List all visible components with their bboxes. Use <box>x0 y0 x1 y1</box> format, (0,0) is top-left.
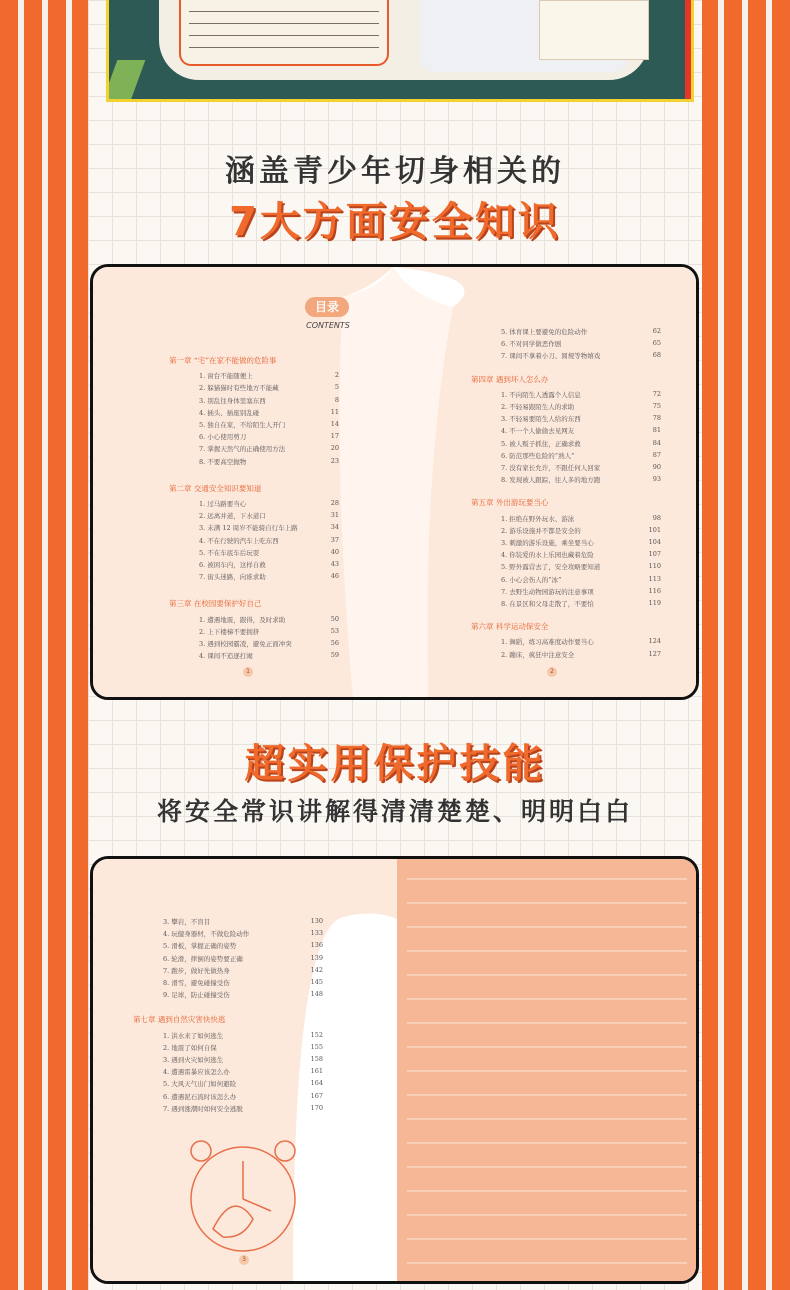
toc-item-page: 101 <box>648 525 661 534</box>
toc-item-title: 7. 没有家长允许，不跟任何人回家 <box>501 464 601 472</box>
toc-item[interactable] <box>501 451 661 460</box>
toc-item-page: 31 <box>330 511 339 520</box>
toc-item[interactable] <box>163 990 323 999</box>
book-text-lines <box>189 4 379 56</box>
toc-item-title: 7. 去野生动物园游玩的注意事项 <box>501 587 594 596</box>
toc-item[interactable] <box>199 536 339 545</box>
toc-item[interactable] <box>501 351 661 360</box>
toc-item-title: 2. 远离并道，下水道口 <box>199 512 266 521</box>
toc-item-title: 3. 别乱往身体里塞东西 <box>199 396 266 405</box>
toc-item[interactable] <box>163 1067 323 1076</box>
toc-item-title: 3. 未满 12 周岁不能骑自行车上路 <box>199 524 298 533</box>
toc-item-title: 5. 滑板，掌握正确的姿势 <box>163 942 237 951</box>
page-number-third: 3 <box>239 1255 249 1265</box>
toc-item-page: 43 <box>330 560 339 568</box>
toc-chapter-heading: 第三章 在校园要保护好自己 <box>169 599 262 609</box>
toc-item-page: 62 <box>652 327 661 335</box>
toc-chapter-heading: 第五章 外出游玩要当心 <box>471 498 549 508</box>
toc-item[interactable] <box>163 1031 323 1040</box>
book-photo <box>106 0 694 102</box>
toc-card-1 <box>90 264 699 700</box>
toc-item[interactable] <box>199 408 339 417</box>
toc-item[interactable] <box>199 457 339 466</box>
toc-item-title: 1. 遭遇地震，跟得，及时求助 <box>199 615 286 624</box>
toc-item-page: 139 <box>310 953 323 962</box>
toc-item-title: 1. 不向陌生人透露个人信息 <box>501 390 581 399</box>
toc-item-page: 68 <box>652 351 661 360</box>
toc-item[interactable] <box>501 514 661 523</box>
toc-item-page: 170 <box>310 1103 323 1112</box>
toc-item-page: 110 <box>648 562 661 571</box>
toc-item-page: 72 <box>652 389 661 398</box>
toc-item-page: 136 <box>310 941 323 950</box>
toc-item-title: 6. 被困车内，这样自救 <box>199 561 266 569</box>
toc-item[interactable] <box>163 954 323 963</box>
toc-item-title: 5. 野外露营去了，安全攻略要知道 <box>501 563 601 572</box>
toc-chapter-heading: 第六章 科学运动保安全 <box>471 622 549 632</box>
book-spine <box>106 60 145 102</box>
toc-item-page: 20 <box>330 444 339 453</box>
toc-item-title: 3. 遇到火灾如何逃生 <box>163 1056 224 1064</box>
toc-item-title: 5. 不在车底车后玩耍 <box>199 548 260 557</box>
toc-item[interactable] <box>501 390 661 399</box>
toc-item-page: 84 <box>652 438 661 447</box>
toc-item-title: 6. 防范那些危险的“熟人” <box>501 451 575 460</box>
toc-item-title: 7. 街头迷路，向谁求助 <box>199 573 266 582</box>
toc-item[interactable] <box>501 463 661 472</box>
toc-item-page: 75 <box>652 402 661 410</box>
toc-item-title: 4. 不在行驶的汽车上吃东西 <box>199 536 279 545</box>
toc-item[interactable] <box>199 548 339 557</box>
toc-card-2 <box>90 856 699 1284</box>
toc-item-page: 113 <box>648 574 661 583</box>
toc-item-title: 4. 玩健身器材，不做危险动作 <box>163 930 250 939</box>
toc-item[interactable] <box>199 420 339 429</box>
toc-item[interactable] <box>163 1055 323 1064</box>
toc-item-title: 4. 你装爱的水上乐园也藏着危险 <box>501 551 594 560</box>
toc-item-title: 6. 小心会伤人的“冰” <box>501 575 562 584</box>
toc-item-page: 28 <box>330 499 339 507</box>
toc-item-page: 130 <box>310 917 323 925</box>
toc-item-title: 2. 上下楼梯不要拥挤 <box>199 627 260 636</box>
page-number-left: 1 <box>243 667 253 677</box>
toc-item[interactable] <box>501 599 661 608</box>
toc-item-title: 3. 攀岩，不盲目 <box>163 918 211 926</box>
toc-item-page: 34 <box>330 523 339 532</box>
toc-item-page: 127 <box>648 649 661 658</box>
toc-item-page: 50 <box>330 614 339 623</box>
toc-item-page: 164 <box>310 1079 323 1088</box>
toc-item-page: 78 <box>652 414 661 423</box>
toc-item-page: 145 <box>310 978 323 986</box>
toc-item-title: 1. 舞蹈，练习高难度动作要当心 <box>501 638 594 647</box>
toc-item[interactable] <box>163 1104 323 1113</box>
toc-item[interactable] <box>501 327 661 336</box>
toc-item[interactable] <box>199 444 339 453</box>
toc-item-page: 46 <box>330 572 339 581</box>
toc-chapter-heading: 第一章 “宅”在家不能做的危险事 <box>169 356 277 365</box>
toc-item-title: 2. 地震了如何自保 <box>163 1043 217 1052</box>
toc-item-page: 5 <box>334 383 339 392</box>
toc-item-title: 4. 不一个人偷偷去见网友 <box>501 427 575 436</box>
toc-item-title: 5. 被人贩子抓住，正确求救 <box>501 439 581 448</box>
toc-item-title: 3. 刺激的游乐设施，乘坐要当心 <box>501 539 594 547</box>
toc-item-title: 1. 过马路要当心 <box>199 500 247 508</box>
toc-item-page: 116 <box>648 586 661 595</box>
toc-item[interactable] <box>501 587 661 596</box>
toc-item[interactable] <box>199 371 339 380</box>
toc-item-title: 1. 窗台不能随便上 <box>199 372 253 381</box>
toc-badge: 目录 <box>305 297 349 317</box>
toc-item-title: 2. 游乐设施并不都是安全的 <box>501 526 581 535</box>
toc-item-title: 6. 小心使用剪刀 <box>199 433 247 442</box>
toc-chapter-heading: 第七章 遇到自然灾害快快逃 <box>133 1015 226 1025</box>
toc-item[interactable] <box>199 651 339 660</box>
toc-item-page: 65 <box>652 339 661 348</box>
toc-item-page: 119 <box>648 599 661 607</box>
toc-item[interactable] <box>501 562 661 571</box>
toc-item[interactable] <box>199 572 339 581</box>
toc-item-page: 107 <box>648 550 661 559</box>
toc-item-page: 93 <box>652 475 661 484</box>
toc-item-page: 104 <box>648 538 661 546</box>
toc-item-title: 3. 遇到校园霸凌，避免正面冲突 <box>199 640 292 648</box>
toc-item[interactable] <box>501 637 661 646</box>
toc-item-page: 152 <box>310 1030 323 1039</box>
toc-item-title: 6. 不对同学做恶作剧 <box>501 340 562 349</box>
toc-item-title: 1. 拒绝在野外玩水、游泳 <box>501 514 575 523</box>
toc-item-page: 124 <box>648 637 661 646</box>
toc-chapter-heading: 第二章 交通安全知识要知道 <box>169 483 262 493</box>
toc-item[interactable] <box>501 526 661 535</box>
toc-item-page: 81 <box>652 426 661 435</box>
toc-item-title: 7. 掌握天然气的正确使用方法 <box>199 445 286 454</box>
page-number-right: 2 <box>547 667 557 677</box>
toc-item-title: 4. 课间不追逐打闹 <box>199 652 253 661</box>
toc-item[interactable] <box>199 615 339 624</box>
toc-item-page: 167 <box>310 1091 323 1100</box>
toc-item-page: 14 <box>330 420 339 428</box>
toc-item-title: 5. 大风天气出门如何避险 <box>163 1080 237 1089</box>
toc-item[interactable] <box>163 929 323 938</box>
toc-item-page: 40 <box>330 547 339 556</box>
red-bar <box>685 0 691 102</box>
heading1-line2: 7大方面安全知识 <box>229 199 561 245</box>
toc-item-title: 8. 不要高空抛物 <box>199 457 247 466</box>
heading1-line1: 涵盖青少年切身相关的 <box>225 154 565 189</box>
toc-item[interactable] <box>163 966 323 975</box>
toc-item-page: 155 <box>310 1042 323 1051</box>
toc-item-title: 8. 滑雪，避免碰撞受伤 <box>163 979 230 987</box>
toc-item[interactable] <box>501 426 661 435</box>
toc-item-title: 8. 在景区和父母走散了，不要怕 <box>501 600 594 608</box>
heading2-line2: 将安全常识讲解得清清楚楚、明明白白 <box>156 797 633 826</box>
toc-item-title: 5. 独自在家，不给陌生人开门 <box>199 421 286 429</box>
toc-item[interactable] <box>501 550 661 559</box>
toc-item-title: 4. 插头、插座别乱碰 <box>199 408 260 417</box>
book-sticky-note <box>539 0 649 60</box>
toc-item-page: 90 <box>652 463 661 471</box>
toc-item-page: 53 <box>330 626 339 635</box>
toc-item[interactable] <box>501 439 661 448</box>
toc-item-page: 17 <box>330 432 339 441</box>
toc-item[interactable] <box>501 414 661 423</box>
toc-item-page: 2 <box>334 371 339 380</box>
toc-item[interactable] <box>199 511 339 520</box>
toc-item-title: 7. 课间不拿着小刀、圆规等物嬉戏 <box>501 352 601 361</box>
toc-item-page: 11 <box>330 407 339 416</box>
toc-item[interactable] <box>199 432 339 441</box>
toc-item[interactable] <box>199 627 339 636</box>
toc-item[interactable] <box>199 523 339 532</box>
toc-item[interactable] <box>163 917 323 926</box>
toc-item[interactable] <box>199 560 339 569</box>
toc-item[interactable] <box>163 941 323 950</box>
toc-item[interactable] <box>163 1043 323 1052</box>
toc-item-page: 87 <box>652 450 661 459</box>
toc-item-page: 148 <box>310 990 323 999</box>
toc-item-title: 6. 轮滑，摔倒的姿势要正确 <box>163 954 243 963</box>
toc-item-page: 8 <box>334 395 339 404</box>
toc-item[interactable] <box>501 538 661 547</box>
toc-item[interactable] <box>501 650 661 659</box>
toc-item[interactable] <box>163 1079 323 1088</box>
toc-item[interactable] <box>199 383 339 392</box>
toc-item-page: 98 <box>652 513 661 522</box>
toc-item-title: 7. 跑步，做好先做热身 <box>163 966 230 975</box>
toc-item[interactable] <box>501 339 661 348</box>
toc-item-title: 2. 不轻易跟陌生人的求助 <box>501 403 575 411</box>
toc-item-page: 37 <box>330 535 339 544</box>
toc-item[interactable] <box>199 396 339 405</box>
toc-chapter-heading: 第四章 遇到坏人怎么办 <box>471 374 549 384</box>
toc-item-title: 3. 不轻易要陌生人给的东西 <box>501 415 581 424</box>
toc-item-title: 7. 遇到涨潮时如何安全逃脱 <box>163 1104 243 1113</box>
toc-item-title: 9. 足球，防止碰撞受伤 <box>163 991 230 1000</box>
toc-item[interactable] <box>501 402 661 411</box>
toc-item[interactable] <box>163 978 323 987</box>
toc-item-title: 5. 体育课上要避免的危险动作 <box>501 328 588 336</box>
toc-item-page: 59 <box>330 651 339 660</box>
toc-item-page: 142 <box>310 965 323 974</box>
toc-item-page: 23 <box>330 456 339 465</box>
toc-item-title: 8. 发现被人跟踪，往人多的地方跑 <box>501 476 601 485</box>
toc-item-title: 2. 躲猫猫时有些地方不能藏 <box>199 384 279 393</box>
toc-item-page: 56 <box>330 639 339 647</box>
toc-item[interactable] <box>501 575 661 584</box>
heading2-line1: 超实用保护技能 <box>244 741 546 787</box>
toc-item-title: 1. 洪水来了如何逃生 <box>163 1031 224 1040</box>
toc-item-title: 4. 遭遇雷暴应该怎么办 <box>163 1068 230 1077</box>
toc-item-page: 161 <box>310 1067 323 1076</box>
toc-item[interactable] <box>501 475 661 484</box>
toc-item-page: 133 <box>310 929 323 938</box>
toc-badge-en: CONTENTS <box>306 321 350 330</box>
toc-item[interactable] <box>199 499 339 508</box>
toc-item-page: 158 <box>310 1055 323 1063</box>
toc-item[interactable] <box>163 1092 323 1101</box>
toc-item-title: 2. 蹦床，疯狂中注意安全 <box>501 650 575 659</box>
toc-item[interactable] <box>199 639 339 648</box>
toc-item-title: 6. 遭遇泥石流时该怎么办 <box>163 1092 237 1101</box>
